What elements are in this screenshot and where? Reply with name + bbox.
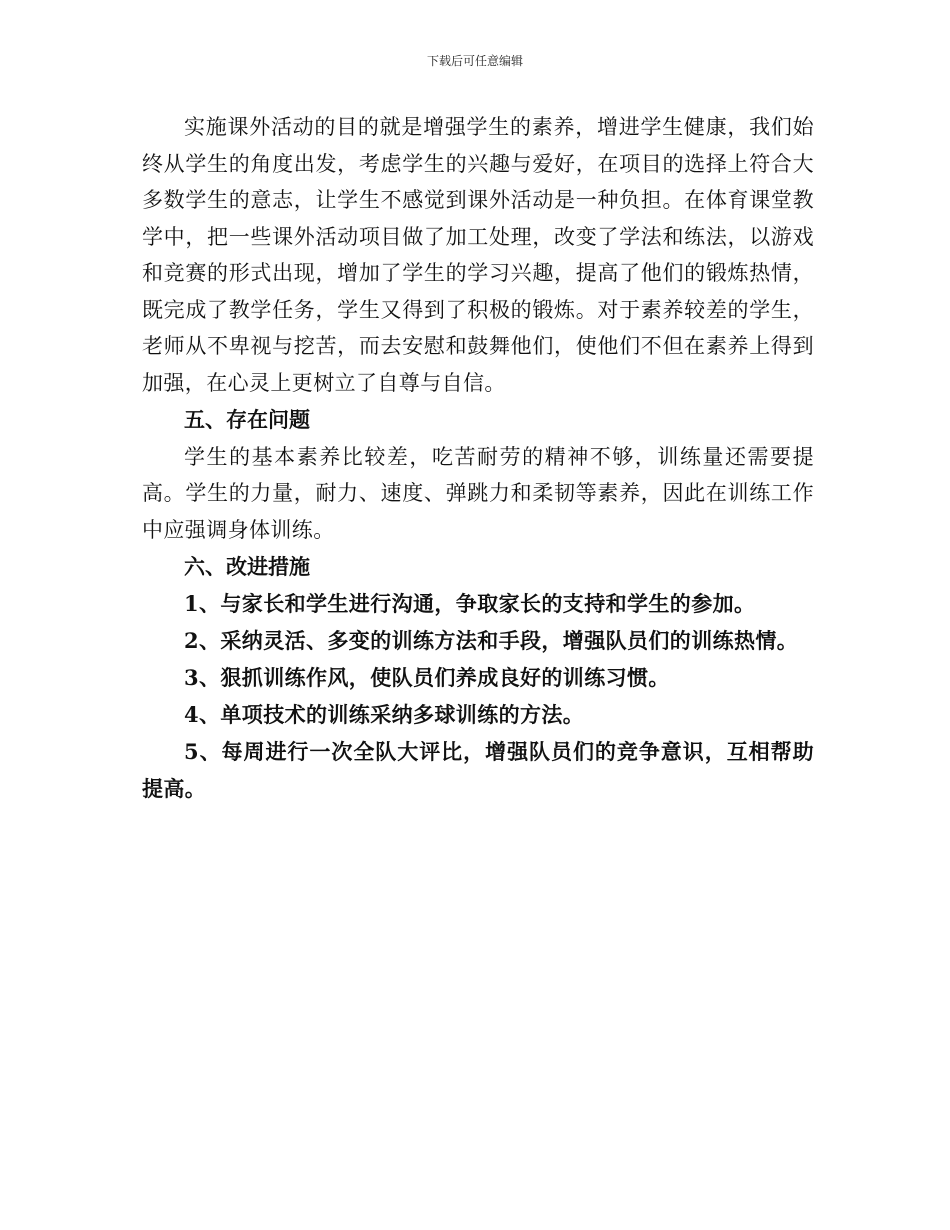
measure-item-4: 4、单项技术的训练采纳多球训练的方法。 xyxy=(184,702,585,727)
measure-item-2: 2、采纳灵活、多变的训练方法和手段，增强队员们的训练热情。 xyxy=(184,628,799,653)
paragraph-extracurricular: 实施课外活动的目的就是增强学生的素养，增进学生健康，我们始终从学生的角度出发，考虑学生的兴趣与爱好，在项目的选择上符合大多数学生的意志，让学生不感觉到课外活动是一种负担。在体育课堂教学中，把一些课外活动项目做了加工处理，改变了学法和练法，以游戏和竞赛的形式出现，增加了学生的学习兴趣，提高了他们的锻炼热情，既完成了教学任务，学生又得到了积极的锻炼。对于素养较差的学生，老师从不卑视与挖苦，而去安慰和鼓舞他们，使他们不但在素养上得到加强，在心灵上更树立了自尊与自信。 xyxy=(142,115,814,395)
measure-item-5: 5、每周进行一次全队大评比，增强队员们的竞争意识，互相帮助提高。 xyxy=(142,739,814,801)
paragraph-problems: 学生的基本素养比较差，吃苦耐劳的精神不够，训练量还需要提高。学生的力量，耐力、速度、弹跳力和柔韧等素养，因此在训练工作中应强调身体训练。 xyxy=(142,444,814,542)
page-header: 下载后可任意编辑 xyxy=(426,54,523,68)
section-heading-problems: 五、存在问题 xyxy=(184,407,310,432)
section-heading-improvements: 六、改进措施 xyxy=(184,554,310,579)
measure-item-3: 3、狠抓训练作风，使队员们养成良好的训练习惯。 xyxy=(184,665,670,690)
measure-item-1: 1、与家长和学生进行沟通，争取家长的支持和学生的参加。 xyxy=(184,591,756,616)
document-body xyxy=(142,109,814,807)
